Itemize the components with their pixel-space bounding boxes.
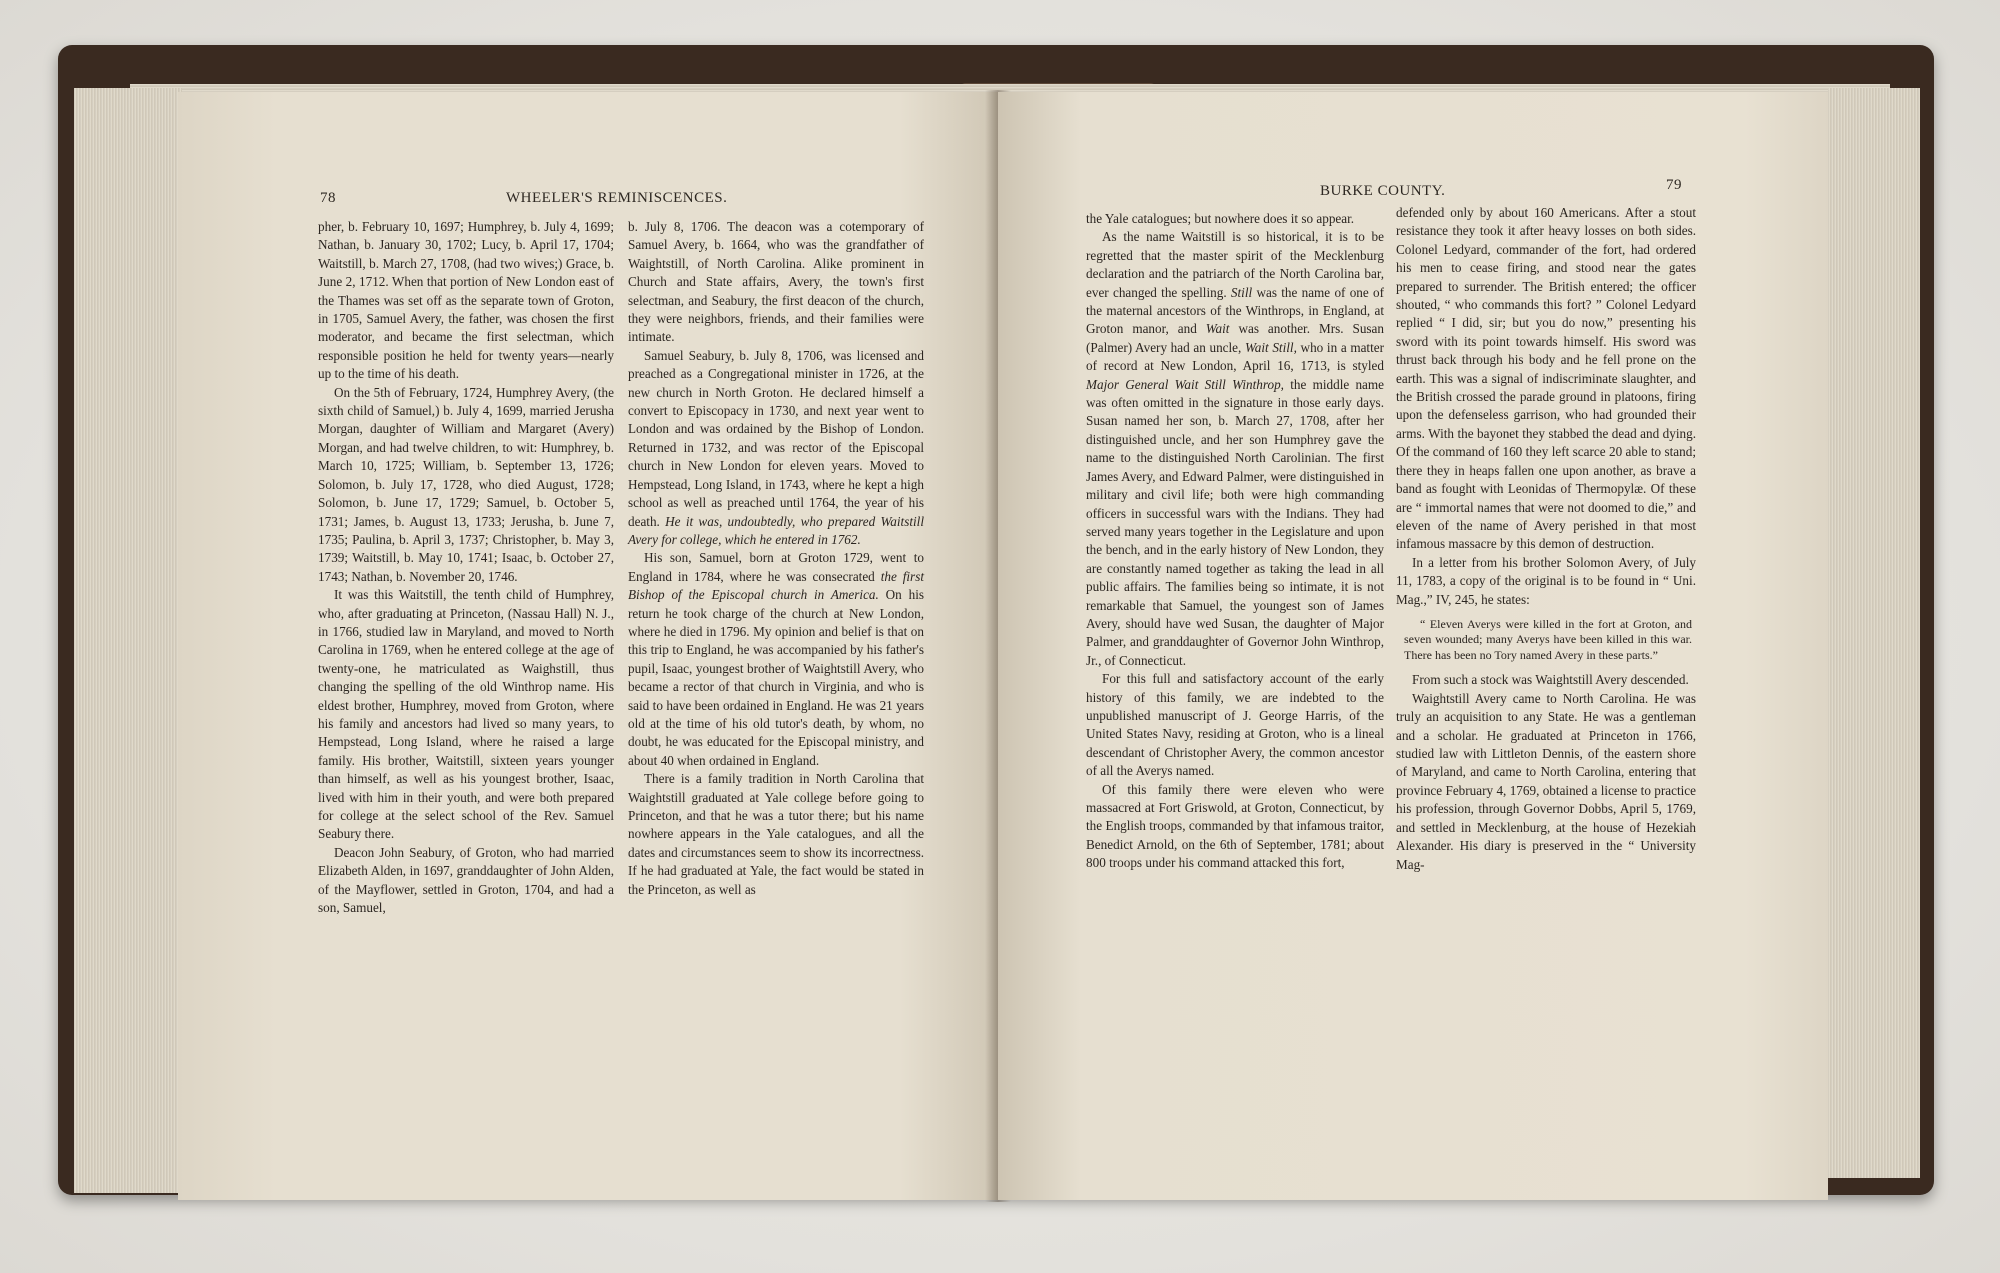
paragraph: defended only by about 160 Americans. After a stout resistance they took it after heavy losses on both sides. Colonel Ledyard, commander of the fort, had ordered his men to cease firing, and stood near the gates prepared to surrender. The British entered; the officer shouted, “ who commands this fort? ” Colonel Ledyard replied “ I did, sir; but you do now,” presenting his sword with its point towards himself. His sword was thrust back through his body and he fell prone on the earth. This was a signal of indiscriminate slaughter, and the British crossed the parade ground in platoons, firing upon the defenseless garrison, who had grounded their arms. With the bayonet they stabbed the dead and dying. Of the command of 160 they left scarce 20 able to stand; there they in heaps fallen one upon another, as brave a band as fought with Leonidas of Thermopylæ. Of these are “ immortal names that were not doomed to die,” and eleven of the name of Avery perished in that most infamous massacre by this demon of destruction.	[1396, 205, 1696, 552]
right-running-head: BURKE COUNTY.	[1320, 183, 1446, 199]
left-column-1	[318, 218, 614, 917]
text-run: was another. Mrs. Susan (Palmer) Avery had an uncle,	[1086, 321, 1385, 355]
block-quote: “ Eleven Averys were killed in the fort at Groton, and seven wounded; many Averys have been killed in this war. There has been no Tory named Avery in these parts.”	[1404, 616, 1692, 662]
paragraph: For this full and satisfactory account of the early history of this family, we are indebted to the unpublished manuscript of J. George Harris, of the United States Navy, residing at Groton, who is a lineal descendant of Christopher Avery, the common ancestor of all the Averys named.	[1086, 671, 1384, 779]
right-page-number: 79	[1666, 177, 1682, 193]
paragraph: From such a stock was Waightstill Avery descended.	[1412, 672, 1689, 688]
page-edges-left	[74, 88, 182, 1193]
paragraph: Of this family there were eleven who were massacred at Fort Griswold, at Groton, Connecticut, by the English troops, commanded by that infamous traitor, Benedict Arnold, on the 6th of September, 1781; about 800 troops under his command attacked this fort,	[1086, 781, 1384, 871]
text-run: As the name Waitstill is so historical, it is to be regretted that the master spirit of the Mecklenburg declaration and the patriarch of the North Carolina bar, ever changed the spelling.	[1086, 229, 1384, 300]
italic-text: He it was, undoubtedly, who prepared Waitstill Avery for college, which he entered in 1762.	[628, 513, 924, 547]
paragraph: On the 5th of February, 1724, Humphrey Avery, (the sixth child of Samuel,) b. July 4, 1699, married Jerusha Morgan, daughter of William and Margaret (Avery) Morgan, and had twelve children, to wit: Humphrey, b. March 10, 1725; William, b. September 13, 1726; Solomon, b. July 17, 1728, who died August, 1728; Solomon, b. June 17, 1729; Samuel, b. October 5, 1731; James, b. August 13, 1733; Jerusha, b. June 7, 1735; Paulina, b. April 3, 1737; Christopher, b. May 3, 1739; Waitstill, b. May 10, 1741; Isaac, b. October 27, 1743; Nathan, b. November 20, 1746.	[318, 384, 614, 584]
paragraph: b. July 8, 1706. The deacon was a cotemporary of Samuel Avery, b. 1664, who was the grandfather of Waightstill, of North Carolina. Alike prominent in Church and State affairs, Avery, the town's first selectman, and Seabury, the first deacon of the church, they were neighbors, friends, and their families were intimate.	[628, 219, 924, 345]
text-run: Samuel Seabury, b. July 8, 1706, was licensed and preached as a Congregational minister in 1726, at the new church in North Groton. He declared himself a convert to Episcopacy in 1730, and next year went to London and was ordained by the Bishop of London. Returned in 1732, and was rector of the Episcopal church in New London for eleven years. Moved to Hempstead, Long Island, in 1743, where he kept a high school as well as preached until 1764, the year of his death.	[628, 347, 924, 529]
paragraph: It was this Waitstill, the tenth child of Humphrey, who, after graduating at Princeton, (Nassau Hall) N. J., in 1766, studied law in Maryland, and moved to North Carolina in 1769, when he entered college at the age of twenty-one, he matriculated as Waighstill, thus changing the spelling of the old Winthrop name. His eldest brother, Humphrey, moved from Groton, where his family and ancestors had lived so many years, to Hempstead, Long Island, where he raised a large family. His brother, Waitstill, sixteen years younger than himself, as well as his youngest brother, Isaac, lived with him in their youth, and were both prepared for college at the select school of the Rev. Samuel Seabury there.	[318, 587, 614, 842]
italic-text: Still	[1230, 284, 1253, 300]
paragraph: Waightstill Avery came to North Carolina. He was truly an acquisition to any State. He was a gentleman and a scholar. He graduated at Princeton in 1766, studied law with Littleton Dennis, of the eastern shore of Maryland, and came to North Carolina, entering that province February 4, 1769, obtained a license to practice his profession, through Governor Dobbs, April 5, 1769, and settled in Mecklenburg, at the house of Hezekiah Alexander. His diary is preserved in the “ University Mag-	[1396, 690, 1696, 872]
italic-text: the first Bishop of the Episcopal church in America.	[628, 568, 924, 603]
right-column-1	[1086, 210, 1384, 873]
italic-text: Major General Wait Still Winthrop,	[1086, 376, 1284, 392]
paragraph: There is a family tradition in North Carolina that Waightstill graduated at Yale college before going to Princeton, and that he was a tutor there; but his name nowhere appears in the Yale catalogues, and all the dates and circumstances seem to show its incorrectness. If he had graduated at Yale, the fact would be stated in the Princeton, as well as	[628, 771, 924, 897]
right-page	[998, 92, 1828, 1200]
paragraph	[628, 549, 924, 770]
text-run: On his return he took charge of the church at New London, where he died in 1796. My opinion and belief is that on this trip to England, he was accompanied by his father's pupil, Isaac, youngest brother of Waightstill Avery, who became a rector of that church in Virginia, and who is said to have been ordained in England. He was 21 years old at the time of his old tutor's death, by whom, no doubt, he was educated for the Episcopal ministry, and about 40 when ordained in England.	[628, 587, 924, 768]
paragraph: pher, b. February 10, 1697; Humphrey, b. July 4, 1699; Nathan, b. January 30, 1702; Lucy, b. April 17, 1704; Waitstill, b. March 27, 1708, (had two wives;) Grace, b. June 2, 1712. When that portion of New London east of the Thames was set off as the separate town of Groton, in 1705, Samuel Avery, the father, was chosen the first moderator, and became the first selectman, which responsible position he held for twenty years—nearly up to the time of his death.	[318, 219, 614, 382]
italic-text: Wait	[1205, 321, 1230, 337]
paragraph: the Yale catalogues; but nowhere does it so appear.	[1086, 211, 1355, 226]
left-page	[178, 92, 998, 1200]
page-edges-right	[1828, 88, 1920, 1178]
italic-text: Wait Still,	[1244, 339, 1297, 355]
left-page-number: 78	[320, 190, 336, 206]
text-run: the middle name was often omitted in the signature in those early days. Susan named her son, b. March 27, 1708, after her distinguished uncle, and her son Humphrey gave the name to the distinguished North Carolinian. The first James Avery, and Edward Palmer, were distinguished in military and civil life; both were high commanding officers in successful wars with the Indians. They had served many years together in the Legislature and upon the bench, and in the early history of New London, they are constantly named together as taking the lead in all public affairs. The families being so intimate, it is not remarkable that Samuel, the youngest son of James Avery, should have wed Susan, the daughter of Major Palmer, and granddaughter of Governor John Winthrop, Jr., of Connecticut.	[1086, 376, 1385, 668]
text-run: was the name of one of the maternal ancestors of the Winthrops, in England, at Groton manor, and	[1086, 284, 1385, 337]
right-column-2	[1396, 204, 1696, 874]
text-run: who in a matter of record at New London, April 16, 1713, is styled	[1086, 339, 1385, 374]
left-running-head: WHEELER'S REMINISCENCES.	[506, 190, 728, 206]
paragraph	[1086, 228, 1384, 670]
left-column-2	[628, 218, 924, 899]
paragraph: Deacon John Seabury, of Groton, who had married Elizabeth Alden, in 1697, granddaughter of John Alden, of the Mayflower, settled in Groton, 1704, and had a son, Samuel,	[318, 844, 614, 916]
text-run: His son, Samuel, born at Groton 1729, went to England in 1784, where he was consecrated	[628, 550, 924, 584]
paragraph	[628, 347, 924, 549]
paragraph: In a letter from his brother Solomon Avery, of July 11, 1783, a copy of the original is to be found in “ Uni. Mag.,” IV, 245, he states:	[1396, 554, 1696, 607]
